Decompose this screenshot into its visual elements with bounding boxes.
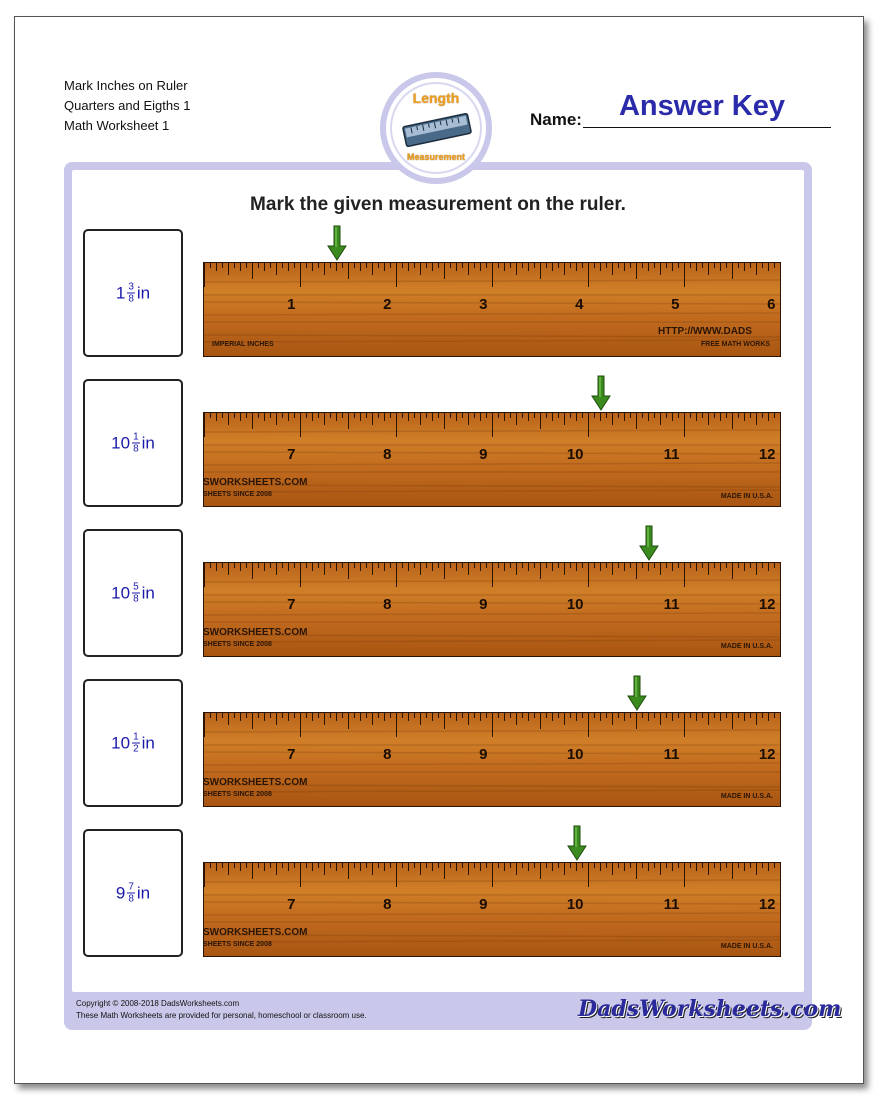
wooden-ruler[interactable]: [203, 712, 781, 807]
ruler-number: 8: [383, 896, 392, 913]
denominator: 8: [133, 443, 139, 455]
fraction: [127, 882, 135, 905]
whole-number: 10: [111, 583, 131, 602]
copyright-text: Copyright © 2008-2018 DadsWorksheets.com: [76, 999, 240, 1008]
answer-arrow-icon: [567, 825, 587, 861]
ruler-imprint: FREE MATH WORKS: [701, 341, 771, 348]
ruler-number: 2: [383, 296, 392, 313]
ruler-imprint: MADE IN U.S.A.: [720, 643, 773, 650]
numerator: 1: [133, 431, 139, 443]
ruler-icon: [400, 110, 474, 150]
ruler-number: 9: [479, 446, 488, 463]
ruler-number: 10: [566, 746, 584, 763]
ruler-number: 6: [767, 296, 776, 313]
answer-arrow-icon: [627, 675, 647, 711]
ruler-number: 1: [287, 296, 296, 313]
ruler-number: 7: [287, 896, 296, 913]
ruler-number: 10: [566, 446, 584, 463]
unit: in: [141, 583, 155, 602]
ruler-imprint: SHEETS SINCE 2008: [203, 941, 272, 948]
ruler-imprint: SHEETS SINCE 2008: [203, 641, 272, 648]
ruler-number: 9: [479, 746, 488, 763]
ruler-number: 7: [287, 596, 296, 613]
measurement-value: [85, 882, 181, 905]
fraction: [132, 732, 140, 755]
ruler-number: 7: [287, 746, 296, 763]
measurement-box: [83, 679, 183, 807]
answer-arrow-icon: [639, 525, 659, 561]
ruler-number: 9: [479, 896, 488, 913]
ruler-number: 11: [663, 896, 680, 913]
measurement-value: [85, 582, 181, 605]
ruler-number: 7: [287, 446, 296, 463]
ruler-imprint: SWORKSHEETS.COM: [203, 777, 308, 788]
ruler-number: 11: [663, 596, 680, 613]
numerator: 3: [128, 281, 134, 293]
ruler-number: 5: [671, 296, 680, 313]
denominator: 8: [128, 893, 134, 905]
ruler-imprint: SWORKSHEETS.COM: [203, 927, 308, 938]
denominator: 8: [128, 293, 134, 305]
fraction: [127, 282, 135, 305]
measurement-box: [83, 829, 183, 957]
ruler-imprint: HTTP://WWW.DADS: [658, 326, 752, 337]
ruler-imprint: SWORKSHEETS.COM: [203, 477, 308, 488]
whole-number: 1: [115, 283, 126, 302]
measurement-box: [83, 379, 183, 507]
ruler-number: 8: [383, 596, 392, 613]
fraction: [132, 432, 140, 455]
logo-title: Length: [412, 90, 460, 106]
unit: in: [141, 433, 155, 452]
ruler-imprint: MADE IN U.S.A.: [720, 943, 773, 950]
usage-note: These Math Worksheets are provided for personal, homeschool or classroom use.: [76, 1011, 367, 1020]
answer-arrow-icon: [327, 225, 347, 261]
wooden-ruler[interactable]: [203, 862, 781, 957]
title-line-1: Mark Inches on Ruler: [64, 78, 188, 93]
logo-subtitle: Measurement: [406, 152, 466, 162]
dadsworksheets-logo: DadsWorksheets.com: [578, 996, 842, 1022]
title-line-2: Quarters and Eigths 1: [64, 98, 191, 113]
numerator: 5: [133, 581, 139, 593]
ruler-number: 8: [383, 446, 392, 463]
ruler-number: 10: [566, 896, 584, 913]
ruler-imprint: IMPERIAL INCHES: [212, 341, 274, 348]
footer: [76, 998, 367, 1022]
unit: in: [136, 883, 151, 902]
ruler-number: 12: [758, 746, 776, 763]
length-measurement-logo: [380, 72, 492, 184]
name-label: Name:: [530, 110, 582, 129]
instruction-text: Mark the given measurement on the ruler.: [250, 194, 626, 215]
measurement-value: [85, 732, 181, 755]
unit: in: [141, 733, 155, 752]
wooden-ruler[interactable]: [203, 262, 781, 357]
ruler-number: 9: [479, 596, 488, 613]
worksheet-title: [64, 76, 190, 136]
ruler-number: 11: [663, 446, 680, 463]
ruler-imprint: MADE IN U.S.A.: [720, 493, 773, 500]
whole-number: 9: [115, 883, 126, 902]
ruler-number: 8: [383, 746, 392, 763]
measurement-box: [83, 229, 183, 357]
numerator: 1: [133, 731, 139, 743]
wooden-ruler[interactable]: [203, 412, 781, 507]
ruler-number: 3: [479, 296, 488, 313]
ruler-imprint: SHEETS SINCE 2008: [203, 791, 272, 798]
ruler-imprint: SHEETS SINCE 2008: [203, 491, 272, 498]
ruler-number: 12: [758, 596, 776, 613]
ruler-number: 12: [758, 896, 776, 913]
whole-number: 10: [111, 733, 131, 752]
answer-arrow-icon: [591, 375, 611, 411]
measurement-box: [83, 529, 183, 657]
ruler-number: 4: [575, 296, 584, 313]
title-line-3: Math Worksheet 1: [64, 118, 170, 133]
whole-number: 10: [111, 433, 131, 452]
ruler-imprint: SWORKSHEETS.COM: [203, 627, 308, 638]
answer-key-text: Answer Key: [618, 90, 785, 122]
denominator: 2: [133, 743, 139, 755]
fraction: [132, 582, 140, 605]
name-line: [583, 127, 831, 128]
numerator: 7: [128, 881, 134, 893]
unit: in: [136, 283, 151, 302]
denominator: 8: [133, 593, 139, 605]
wooden-ruler[interactable]: [203, 562, 781, 657]
measurement-value: [85, 282, 181, 305]
ruler-number: 11: [663, 746, 680, 763]
measurement-value: [85, 432, 181, 455]
ruler-number: 10: [566, 596, 584, 613]
ruler-number: 12: [758, 446, 776, 463]
ruler-imprint: MADE IN U.S.A.: [720, 793, 773, 800]
